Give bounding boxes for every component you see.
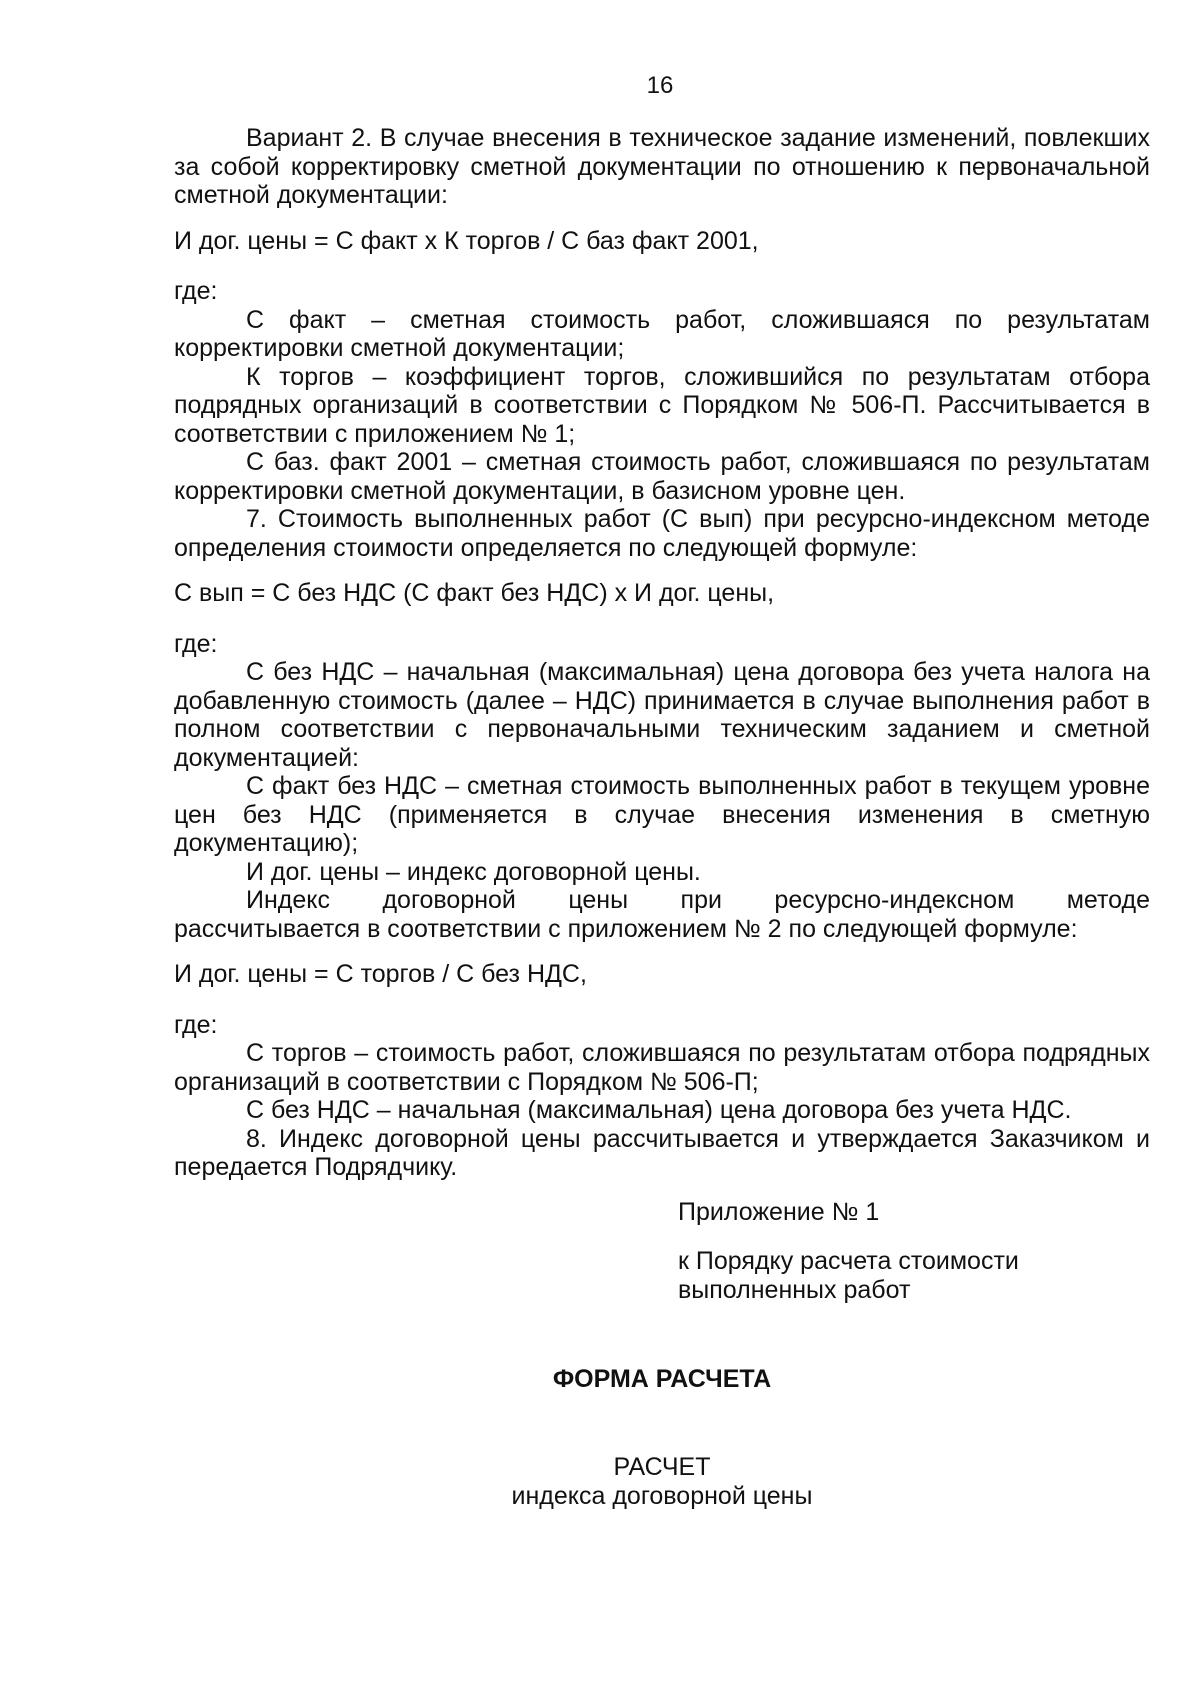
definition-c-fact-bez-nds: С факт без НДС – сметная стоимость выполненных работ в текущем уровне цен без НДС (применяется в случае внесения изменения в сметную документацию); <box>174 772 1150 857</box>
formula-c-vyp: С вып = С без НДС (С факт без НДС) х И дог. цены, <box>174 579 775 607</box>
paragraph-item-7: 7. Стоимость выполненных работ (С вып) при ресурсно-индексном методе определения стоимости определяется по следующей формуле: <box>174 505 1150 562</box>
appendix-heading <box>678 1198 1150 1305</box>
calc-subtitle: индекса договорной цены <box>511 1482 813 1510</box>
calc-heading <box>174 1453 1150 1511</box>
page-number: 16 <box>646 72 674 99</box>
paragraph-item-8: 8. Индекс договорной цены рассчитывается и утверждается Заказчиком и передается Подрядчику. <box>174 1124 1150 1181</box>
formula-contract-price-index: И дог. цены = С торгов / С без НДС, <box>174 960 587 988</box>
where-label: где: <box>174 277 218 305</box>
appendix-line-1: к Порядку расчета стоимости <box>678 1246 1019 1275</box>
definition-c-baz-fact-2001: С баз. факт 2001 – сметная стоимость работ, сложившаяся по результатам корректировки сметной документации, в базисном уровне цен. <box>174 448 1150 505</box>
definition-c-torgov: С торгов – стоимость работ, сложившаяся по результатам отбора подрядных организаций в соответствии с Порядком № 506-П; <box>174 1039 1150 1096</box>
formula-contract-price-index-variant-2: И дог. цены = С факт х К торгов / С баз факт 2001, <box>174 226 759 255</box>
appendix-title: Приложение № 1 <box>678 1197 880 1226</box>
definition-i-dog-ceny: И дог. цены – индекс договорной цены. <box>246 857 701 886</box>
appendix-line-2: выполненных работ <box>678 1275 911 1304</box>
form-title: ФОРМА РАСЧЕТА <box>552 1364 772 1393</box>
where-label: где: <box>174 1010 218 1039</box>
calc-title: РАСЧЕТ <box>613 1453 711 1481</box>
paragraph-variant-2: Вариант 2. В случае внесения в техническое задание изменений, повлекших за собой корректировку сметной документации по отношению к первоначальной сметной документации: <box>174 124 1150 209</box>
index-paragraph-line-1: Индекс договорной цены при ресурсно-индексном методе <box>246 886 1150 914</box>
where-label: где: <box>174 629 218 658</box>
definition-k-torgov: К торгов – коэффициент торгов, сложившийся по результатам отбора подрядных организаций в соответствии с Порядком № 506-П. Рассчитывается в соответствии с приложением № 1; <box>174 362 1150 448</box>
definition-c-bez-nds-short: С без НДС – начальная (максимальная) цена договора без учета НДС. <box>246 1096 1072 1124</box>
document-body <box>174 124 1150 1511</box>
index-paragraph-line-2: рассчитывается в соответствии с приложением № 2 по следующей формуле: <box>174 914 1078 943</box>
definition-c-fact: С факт – сметная стоимость работ, сложившаяся по результатам корректировки сметной документации; <box>174 305 1150 362</box>
definition-c-bez-nds: С без НДС – начальная (максимальная) цена договора без учета налога на добавленную стоимость (далее – НДС) принимается в случае выполнения работ в полном соответствии с первоначальными техническим заданием и сметной документацией: <box>174 658 1150 772</box>
